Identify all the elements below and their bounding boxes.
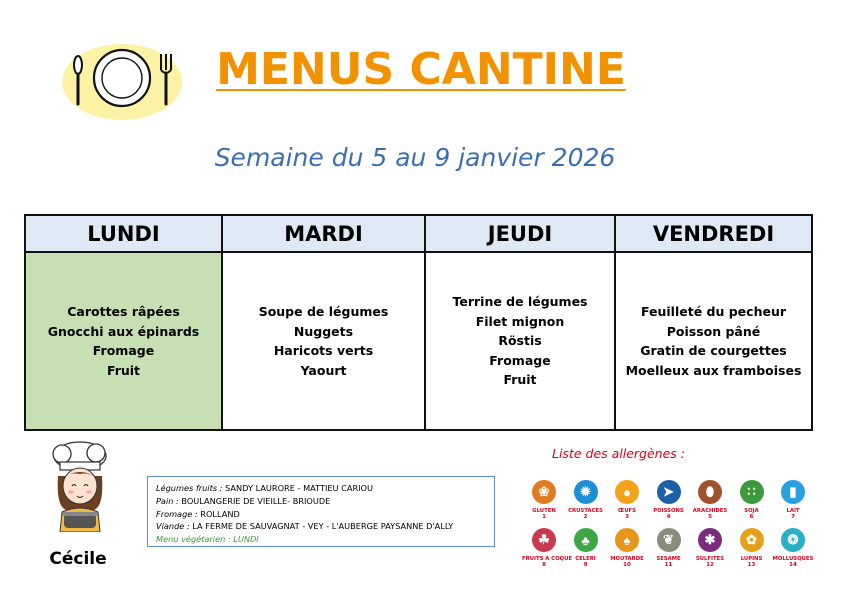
allergen-number: 13 xyxy=(747,562,756,568)
allergen-name: SESAME xyxy=(656,556,681,562)
allergen-number: 4 xyxy=(666,514,671,520)
supplier-label: Fromage : xyxy=(156,508,198,519)
allergen-number: 5 xyxy=(708,514,712,520)
egg-icon: ● xyxy=(615,480,639,504)
supplier-label: Légumes fruits : xyxy=(156,483,223,493)
allergen-item xyxy=(688,528,732,568)
allergen-name: LUPINS xyxy=(740,556,763,562)
allergen-number: 6 xyxy=(749,514,754,520)
allergen-name: MOUTARDE xyxy=(610,556,644,562)
allergen-name: FRUITS A COQUE xyxy=(522,556,572,562)
supplier-label: Pain : xyxy=(156,495,179,506)
crab-icon: ✹ xyxy=(574,480,598,504)
mustard-icon: ♠ xyxy=(615,528,639,552)
allergen-name: ŒUFS xyxy=(618,508,636,514)
shell-icon: ❂ xyxy=(781,528,805,552)
supplier-label: Menu végétarien : xyxy=(156,534,231,545)
day-column-friday xyxy=(614,216,811,429)
allergen-name: ARACHIDES xyxy=(692,508,728,514)
allergen-item xyxy=(771,528,815,568)
day-header: JEUDI xyxy=(426,216,614,253)
allergen-item xyxy=(605,480,649,520)
dish: Carottes râpées xyxy=(67,304,180,319)
allergen-item xyxy=(688,480,732,520)
allergen-name: SULFITES xyxy=(695,556,725,562)
chef-name: Cécile xyxy=(49,549,107,569)
wine-icon: ✱ xyxy=(698,528,722,552)
dish: Yaourt xyxy=(300,362,347,378)
allergen-item xyxy=(522,528,572,568)
week-subtitle: Semaine du 5 au 9 janvier 2026 xyxy=(214,143,616,172)
supplier-value: LUNDI xyxy=(233,534,259,545)
dish: Terrine de légumes xyxy=(452,294,588,310)
allergen-item xyxy=(522,480,566,520)
day-header: LUNDI xyxy=(26,216,221,253)
dish: Fruit xyxy=(106,362,141,378)
allergen-item xyxy=(564,480,608,520)
day-menu xyxy=(223,253,424,429)
allergen-item xyxy=(605,528,649,568)
milk-icon: ▮ xyxy=(781,480,805,504)
supplier-line xyxy=(156,482,494,495)
dish: Fruit xyxy=(503,372,537,388)
dish: Nuggets xyxy=(293,323,354,339)
suppliers-box xyxy=(147,476,495,547)
day-menu xyxy=(26,253,221,429)
allergen-item xyxy=(771,480,815,520)
dish: Moelleux aux framboises xyxy=(625,362,802,378)
allergen-name: GLUTEN xyxy=(532,508,556,514)
dish: Haricots verts xyxy=(273,343,374,358)
allergen-number: 8 xyxy=(542,562,546,568)
fish-icon: ➤ xyxy=(657,480,681,504)
dish: Gnocchi aux épinards xyxy=(47,323,200,339)
dish: Filet mignon xyxy=(475,313,565,329)
allergen-number: 11 xyxy=(664,562,673,568)
allergen-item xyxy=(730,528,774,568)
supplier-value: LA FERME DE SAUVAGNAT - VEY - L'AUBERGE PAYSANNE D'ALLY xyxy=(192,521,454,532)
nut-icon: ☘ xyxy=(532,528,556,552)
supplier-line xyxy=(156,508,494,521)
supplier-value: ROLLAND xyxy=(200,508,240,519)
dish: Poisson pâné xyxy=(666,323,761,339)
allergen-number: 9 xyxy=(583,562,588,568)
day-menu xyxy=(616,253,811,429)
supplier-label: Viande : xyxy=(156,521,190,532)
lupin-icon: ✿ xyxy=(740,528,764,552)
supplier-value: SANDY LAURORE - MATTIEU CARIOU xyxy=(225,483,373,493)
dish: Fromage xyxy=(92,343,155,358)
allergen-item xyxy=(730,480,774,520)
allergen-name: POISSONS xyxy=(653,508,684,514)
allergen-number: 10 xyxy=(623,562,631,568)
allergen-number: 7 xyxy=(791,514,795,520)
allergen-name: SOJA xyxy=(744,508,759,514)
allergen-number: 2 xyxy=(583,514,588,520)
day-column-thursday xyxy=(424,216,614,429)
wheat-icon: ❀ xyxy=(532,480,556,504)
day-column-tuesday xyxy=(221,216,424,429)
chef-illustration xyxy=(38,436,118,532)
supplier-line xyxy=(156,495,494,508)
page-title: MENUS CANTINE xyxy=(216,44,626,95)
allergen-item xyxy=(564,528,608,568)
allergen-title: Liste des allergènes : xyxy=(552,446,685,461)
day-menu xyxy=(426,253,614,429)
day-header: MARDI xyxy=(223,216,424,253)
allergen-name: CELERI xyxy=(575,556,596,562)
dish: Röstis xyxy=(498,333,542,349)
peanut-icon: ⬮ xyxy=(698,480,722,504)
soy-icon: ∷ xyxy=(740,480,764,504)
day-header: VENDREDI xyxy=(616,216,811,253)
celery-icon: ♣ xyxy=(574,528,598,552)
sesame-icon: ❦ xyxy=(657,528,681,552)
allergen-name: LAIT xyxy=(786,508,800,514)
dish: Soupe de légumes xyxy=(258,304,389,319)
menu-table xyxy=(24,214,813,431)
dish: Feuilleté du pecheur xyxy=(640,304,787,319)
dish: Fromage xyxy=(489,352,551,368)
allergen-name: MOLLUSQUES xyxy=(772,556,814,562)
allergen-number: 3 xyxy=(625,514,629,520)
allergen-item xyxy=(647,528,691,568)
vegetarian-line xyxy=(156,533,494,546)
allergen-item xyxy=(647,480,691,520)
allergen-number: 1 xyxy=(542,514,546,520)
allergen-number: 12 xyxy=(706,562,714,568)
day-column-monday xyxy=(26,216,221,429)
supplier-value: BOULANGERIE DE VIEILLE- BRIOUDE xyxy=(181,495,331,506)
supplier-line xyxy=(156,520,494,533)
allergen-name: CRUSTACES xyxy=(568,508,603,514)
dish: Gratin de courgettes xyxy=(640,343,787,358)
allergen-number: 14 xyxy=(789,562,797,568)
